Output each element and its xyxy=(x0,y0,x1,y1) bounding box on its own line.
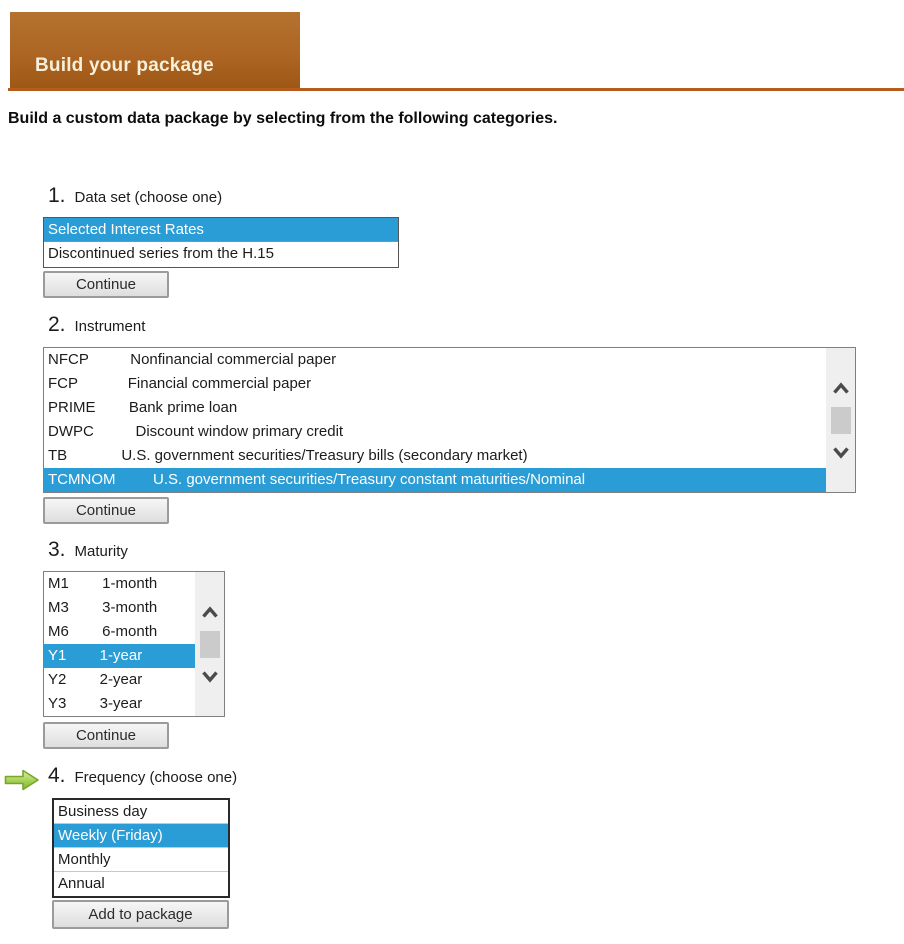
section2-title: Instrument xyxy=(74,318,146,335)
scrollbar-thumb[interactable] xyxy=(200,631,220,658)
instrument-option-nfcp[interactable]: NFCP Nonfinancial commercial paper xyxy=(48,351,337,368)
dataset-listbox[interactable] xyxy=(43,217,399,268)
section3-number: 3. xyxy=(48,538,66,561)
intro-text: Build a custom data package by selecting from the following categories. xyxy=(8,110,558,127)
frequency-option-annual[interactable]: Annual xyxy=(58,875,105,892)
instrument-option-tb[interactable]: TB U.S. government securities/Treasury bills (secondary market) xyxy=(48,447,528,464)
scrollbar-thumb[interactable] xyxy=(831,407,851,434)
section4-number: 4. xyxy=(48,764,66,787)
chevron-down-icon[interactable] xyxy=(832,446,850,459)
maturity-listbox[interactable] xyxy=(43,571,225,717)
add-to-package-button[interactable]: Add to package xyxy=(52,900,229,929)
section1-label xyxy=(48,184,222,208)
instrument-option-dwpc[interactable]: DWPC Discount window primary credit xyxy=(48,423,344,440)
section2-number: 2. xyxy=(48,313,66,336)
dataset-option-discontinued-series[interactable]: Discontinued series from the H.15 xyxy=(48,245,274,262)
chevron-up-icon[interactable] xyxy=(832,382,850,395)
section1-number: 1. xyxy=(48,184,66,207)
section3-label xyxy=(48,538,128,562)
maturity-option-m1[interactable]: M1 1-month xyxy=(48,575,158,592)
tab-build-your-package[interactable] xyxy=(10,12,300,91)
section2-label xyxy=(48,313,145,337)
instrument-option-fcp[interactable]: FCP Financial commercial paper xyxy=(48,375,312,392)
chevron-down-icon[interactable] xyxy=(201,670,219,683)
maturity-option-m3[interactable]: M3 3-month xyxy=(48,599,158,616)
continue-button-1[interactable]: Continue xyxy=(43,271,169,298)
continue-button-2[interactable]: Continue xyxy=(43,497,169,524)
frequency-option-weekly-friday[interactable]: Weekly (Friday) xyxy=(54,824,228,848)
instrument-scrollbar[interactable] xyxy=(826,348,855,492)
accent-rule xyxy=(8,88,904,91)
green-arrow-right-icon xyxy=(4,768,40,792)
instrument-option-prime[interactable]: PRIME Bank prime loan xyxy=(48,399,238,416)
maturity-option-y2[interactable]: Y2 2-year xyxy=(48,671,143,688)
chevron-up-icon[interactable] xyxy=(201,606,219,619)
continue-button-3[interactable]: Continue xyxy=(43,722,169,749)
maturity-scrollbar[interactable] xyxy=(195,572,224,716)
maturity-option-y1[interactable]: Y1 1-year xyxy=(44,644,195,668)
maturity-option-y3[interactable]: Y3 3-year xyxy=(48,695,143,712)
frequency-option-monthly[interactable]: Monthly xyxy=(54,848,228,872)
frequency-listbox[interactable] xyxy=(52,798,230,898)
section3-title: Maturity xyxy=(74,543,128,560)
section4-title: Frequency (choose one) xyxy=(74,769,238,786)
dataset-option-selected-interest-rates[interactable]: Selected Interest Rates xyxy=(44,218,398,242)
instrument-listbox[interactable] xyxy=(43,347,856,493)
frequency-option-business-day[interactable]: Business day xyxy=(54,800,228,824)
maturity-option-m6[interactable]: M6 6-month xyxy=(48,623,158,640)
instrument-option-tcmnom[interactable]: TCMNOM U.S. government securities/Treasury constant maturities/Nominal xyxy=(44,468,826,492)
section4-label xyxy=(48,764,237,788)
tab-label: Build your package xyxy=(35,55,214,76)
section1-title: Data set (choose one) xyxy=(74,189,223,206)
